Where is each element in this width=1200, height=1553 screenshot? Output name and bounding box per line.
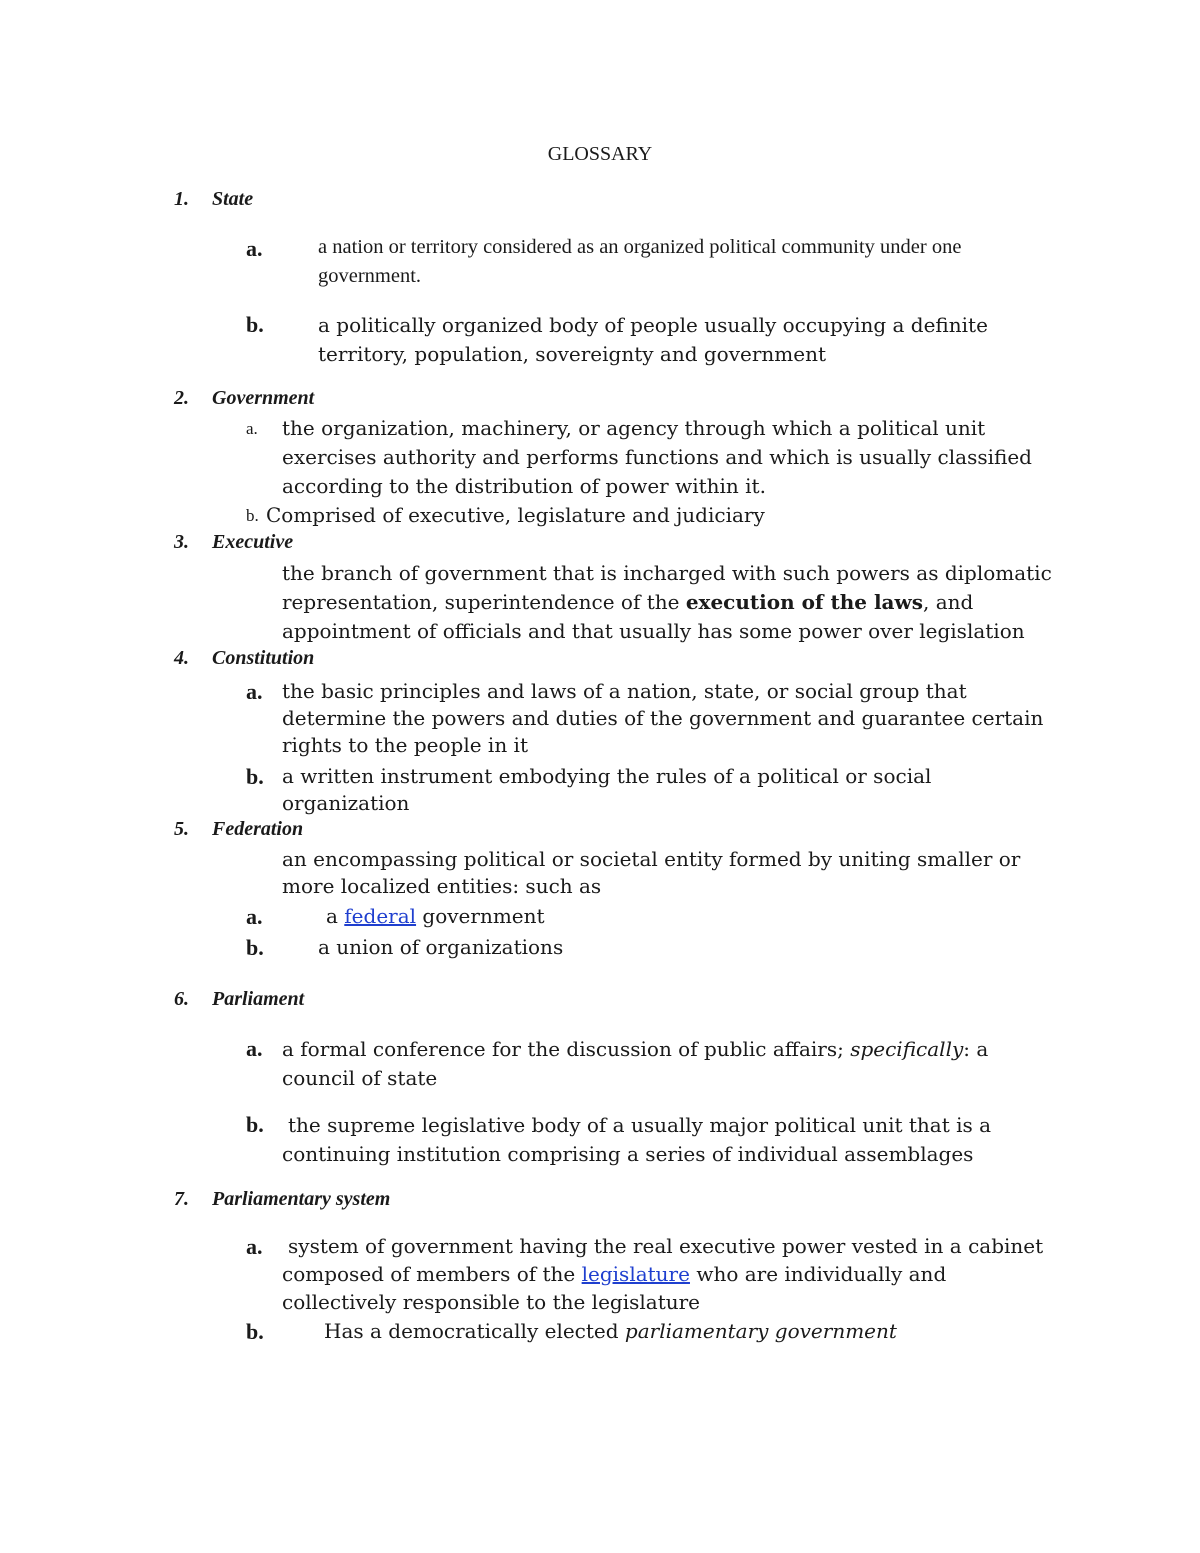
definition-line: rights to the people in it — [282, 733, 528, 757]
definition-line: system of government having the real executive power vested in a cabinet — [288, 1234, 1044, 1258]
text-span: Has a democratically elected — [324, 1319, 625, 1343]
definition-line: government. — [318, 265, 422, 287]
definition-line: the branch of government that is incharged with such powers as diplomatic — [282, 561, 1052, 585]
definition-line: the supreme legislative body of a usually major political unit that is a — [288, 1113, 992, 1137]
definition-line: the basic principles and laws of a nation, state, or social group that — [282, 679, 967, 703]
text-span: government — [416, 904, 545, 928]
term-parliamentary-system: Parliamentary system — [212, 1188, 391, 1210]
definition-line: determine the powers and duties of the government and guarantee certain — [282, 706, 1044, 730]
term-constitution: Constitution — [212, 647, 315, 669]
entry-number: 2. — [174, 387, 189, 409]
item-letter: b. — [246, 764, 264, 789]
entry-number: 1. — [174, 188, 189, 210]
term-state: State — [212, 188, 254, 210]
definition-line — [282, 1037, 1058, 1061]
definition-line: exercises authority and performs functions and which is usually classified — [282, 445, 1032, 469]
definition-line: more localized entities: such as — [282, 874, 602, 898]
term-parliament: Parliament — [212, 988, 305, 1010]
item-letter: b. — [246, 1112, 264, 1137]
definition-line: organization — [282, 791, 410, 815]
text-span: : a — [963, 1037, 989, 1061]
bold-phrase: execution of the laws — [685, 590, 923, 614]
definition-line: a nation or territory considered as an organized political community under one — [318, 236, 962, 258]
definition-line — [282, 1262, 946, 1286]
definition-line: territory, population, sovereignty and government — [318, 342, 827, 366]
text-span: composed of members of the — [282, 1262, 576, 1286]
item-letter: a. — [246, 419, 258, 438]
definition-line: collectively responsible to the legislature — [282, 1290, 701, 1314]
federal-link[interactable]: federal — [344, 904, 417, 928]
definition-line: according to the distribution of power within it. — [282, 474, 766, 498]
term-federation: Federation — [212, 818, 304, 840]
item-letter: b. — [246, 1319, 264, 1344]
italic-phrase: parliamentary government — [624, 1319, 897, 1343]
definition-line — [324, 1319, 897, 1343]
item-letter: a. — [246, 904, 263, 929]
item-letter: b. — [246, 935, 264, 960]
entry-number: 7. — [174, 1188, 189, 1210]
definition-line: an encompassing political or societal entity formed by uniting smaller or — [282, 847, 1021, 871]
page-title: GLOSSARY — [547, 143, 653, 165]
definition-line: council of state — [282, 1066, 438, 1090]
term-government: Government — [212, 387, 315, 409]
text-span: representation, superintendence of the — [282, 590, 680, 614]
definition-line: Comprised of executive, legislature and judiciary — [266, 503, 765, 527]
legislature-link[interactable]: legislature — [581, 1262, 690, 1286]
text-span: who are individually and — [696, 1262, 947, 1286]
entry-number: 5. — [174, 818, 189, 840]
definition-line: a union of organizations — [318, 935, 564, 959]
entry-number: 3. — [174, 531, 189, 553]
item-letter: a. — [246, 236, 263, 261]
item-letter: a. — [246, 679, 263, 704]
text-span: a formal conference for the discussion of public affairs; — [282, 1037, 844, 1061]
text-span: a — [326, 904, 345, 928]
definition-line — [282, 590, 973, 614]
entry-number: 6. — [174, 988, 189, 1010]
definition-line: appointment of officials and that usually has some power over legislation — [282, 619, 1025, 643]
definition-line: the organization, machinery, or agency through which a political unit — [282, 416, 986, 440]
definition-line: a written instrument embodying the rules of a political or social — [282, 764, 932, 788]
text-span: , and — [923, 590, 974, 614]
item-letter: a. — [246, 1036, 263, 1061]
definition-line: a politically organized body of people usually occupying a definite — [318, 313, 988, 337]
term-executive: Executive — [212, 531, 294, 553]
definition-line: continuing institution comprising a series of individual assemblages — [282, 1142, 974, 1166]
italic-word: specifically — [850, 1037, 964, 1061]
entry-number: 4. — [174, 647, 189, 669]
item-letter: b. — [246, 312, 264, 337]
definition-line — [326, 904, 545, 928]
item-letter: a. — [246, 1234, 263, 1259]
item-letter: b. — [246, 506, 259, 525]
